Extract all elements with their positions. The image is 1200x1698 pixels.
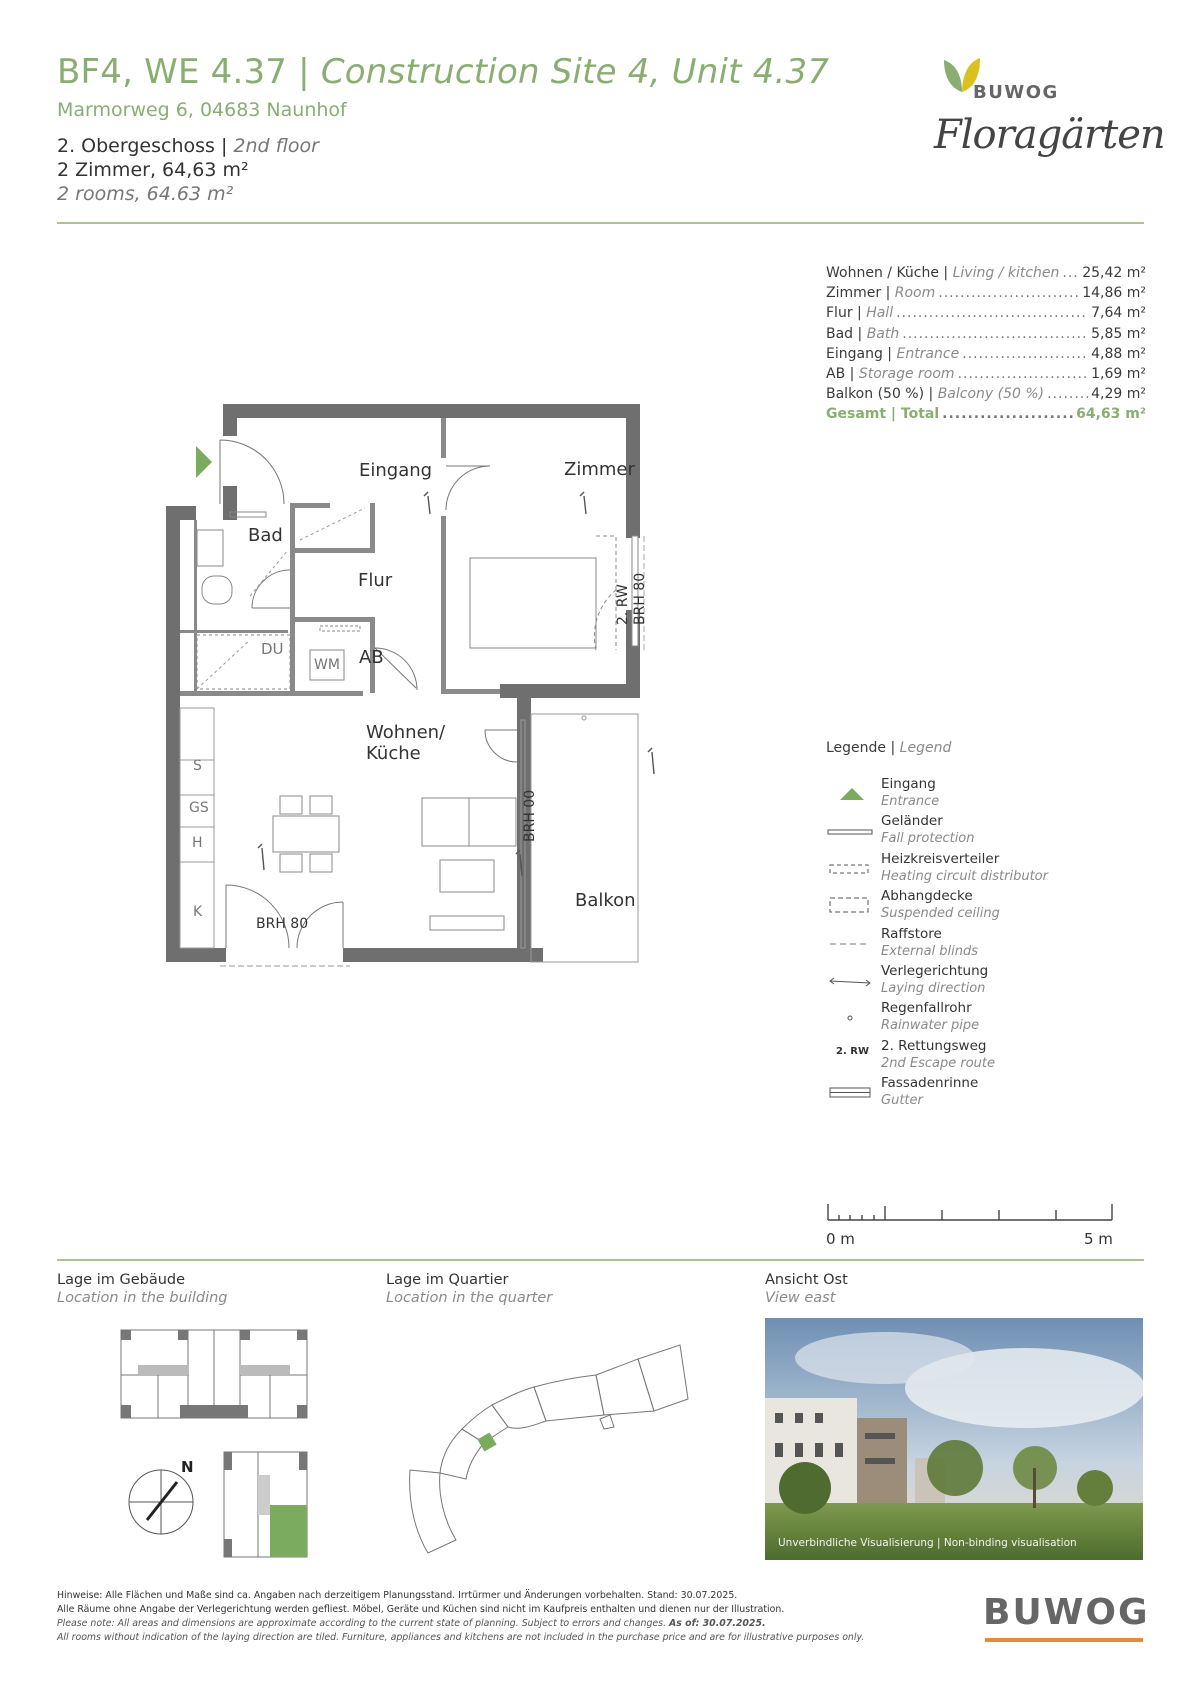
scale-start: 0 m: [826, 1230, 855, 1248]
legend-item: [826, 851, 1086, 888]
note-line3: Please note: All areas and dimensions are approximate according to the current state of planning. Subject to errors and changes.: [57, 1618, 667, 1629]
legend-label-de: Raffstore: [881, 925, 942, 942]
room-label-wohnen-line2: Küche: [366, 743, 421, 764]
dashed-line-icon: [826, 930, 876, 956]
legend-label-de: Geländer: [881, 813, 943, 830]
legend-item: [826, 963, 1086, 1000]
area-value: 7,64 m²: [1091, 305, 1146, 322]
area-label: Balkon (50 %) | Balcony (50 %): [826, 386, 1045, 403]
label-brh80-living: BRH 80: [256, 916, 309, 932]
label-du: DU: [261, 640, 284, 658]
room-label-zimmer: Zimmer: [564, 459, 635, 480]
caption-building-en: Location in the building: [57, 1290, 228, 1306]
label-rw-line1: 2. RW: [615, 584, 631, 625]
floor-separator: |: [214, 135, 234, 157]
quarter-location-map: [400, 1315, 700, 1570]
gutter-bar-icon: [826, 1079, 876, 1105]
page-title: [57, 52, 829, 92]
title-en: Construction Site 4, Unit 4.37: [320, 52, 830, 92]
legend-label-en: Entrance: [881, 794, 940, 809]
area-row: [826, 344, 1146, 364]
legend-title-en: Legend: [899, 740, 952, 756]
scale-end: 5 m: [1084, 1230, 1113, 1248]
caption-view-de: Ansicht Ost: [765, 1272, 848, 1288]
caption-view-en: View east: [765, 1290, 836, 1306]
caption-quarter-en: Location in the quarter: [386, 1290, 553, 1306]
area-dots: [896, 303, 1088, 323]
room-label-eingang: Eingang: [359, 460, 433, 481]
area-label: Wohnen / Küche | Living / kitchen: [826, 265, 1060, 281]
legend-title-de: Legende: [826, 740, 887, 756]
area-total-label: Gesamt | Total: [826, 406, 940, 423]
room-label-balkon: Balkon: [575, 890, 636, 911]
legend-label-de: Regenfallrohr: [881, 1000, 972, 1017]
footnotes: [57, 1589, 957, 1645]
legend-label-de: Heizkreisverteiler: [881, 850, 1000, 867]
legend-label-en: Rainwater pipe: [881, 1018, 980, 1034]
area-dots: [902, 324, 1088, 344]
dashed-outline-icon: [826, 892, 876, 918]
note-line1: Hinweise: Alle Flächen und Maße sind ca. Angaben nach derzeitigem Planungsstand. Irrtürmer und Änderungen vorbehalten. Stand: 30.07.2025.: [57, 1590, 738, 1601]
legend-label-en: External blinds: [881, 943, 979, 959]
view-east-visualisation: [765, 1318, 1143, 1560]
area-label: Bad | Bath: [826, 325, 900, 342]
area-value: 5,85 m²: [1091, 325, 1146, 342]
label-wm: WM: [314, 657, 340, 673]
area-total-value: 64,63 m²: [1076, 406, 1146, 423]
legend-label-en: Suspended ceiling: [881, 906, 1000, 922]
label-gs: GS: [189, 800, 209, 816]
room-label-bad: Bad: [248, 525, 283, 546]
label-s: S: [193, 758, 202, 774]
note-line2: Alle Räume ohne Angabe der Verlegerichtung werden gefliest. Möbel, Geräte und Küchen sind nicht im Kaufpreis enthalten und dienen nur der Illustration.: [57, 1604, 785, 1615]
legend-item: [826, 888, 1086, 925]
area-value: 25,42 m²: [1082, 265, 1146, 281]
dashed-box-icon: [826, 855, 876, 881]
legend-rw-symbol: 2. RW: [836, 1045, 869, 1057]
title-separator: |: [287, 52, 321, 92]
legend-label-de: Eingang: [881, 776, 936, 792]
legend-label-de: Verlegerichtung: [881, 963, 989, 979]
header-divider: [57, 222, 1144, 224]
area-row: [826, 324, 1146, 344]
area-value: 14,86 m²: [1082, 285, 1146, 302]
area-row: [826, 303, 1146, 323]
legend-label-en: Gutter: [881, 1093, 923, 1109]
area-dots: [1047, 384, 1088, 404]
rooms-de: 2 Zimmer, 64,63 m²: [57, 159, 249, 181]
label-k: K: [193, 904, 203, 920]
area-table: [826, 263, 1146, 425]
bottom-divider: [57, 1259, 1144, 1261]
area-value: 4,88 m²: [1091, 345, 1146, 362]
area-dots: [958, 364, 1089, 384]
logo-brand: BUWOG: [973, 82, 1059, 103]
legend-label-en: Fall protection: [881, 831, 975, 847]
floor-en: 2nd floor: [233, 135, 319, 157]
north-label: N: [181, 1458, 194, 1476]
note-line4: All rooms without indication of the laying direction are tiled. Furniture, appliances and kitchens are not included in the purchase price and are for illustrative purposes only.: [57, 1632, 865, 1643]
label-h: H: [192, 835, 203, 851]
legend-label-de: Fassadenrinne: [881, 1075, 979, 1092]
address: Marmorweg 6, 04683 Naunhof: [57, 99, 347, 121]
floor-info: [57, 134, 319, 206]
label-rw-line2: BRH 80: [632, 572, 648, 625]
label-brh00: BRH 00: [522, 789, 538, 842]
legend-item: [826, 1075, 1086, 1112]
area-row: [826, 263, 1146, 283]
area-dots: [942, 404, 1073, 424]
area-label: Eingang | Entrance: [826, 345, 960, 362]
title-de: BF4, WE 4.37: [57, 52, 288, 92]
label-rw: [615, 573, 649, 625]
scale-bar: [826, 1200, 1116, 1230]
double-arrow-icon: [826, 967, 876, 993]
project-logo: [934, 54, 1165, 184]
room-label-ab: AB: [359, 647, 384, 668]
caption-building: [57, 1271, 228, 1307]
area-value: 1,69 m²: [1091, 366, 1146, 383]
caption-quarter-de: Lage im Quartier: [386, 1272, 509, 1288]
area-dots: [1062, 263, 1079, 283]
legend-label-en: Laying direction: [881, 981, 986, 996]
legend-label-en: Heating circuit distributor: [881, 868, 1048, 884]
footer-logo-bar: [985, 1638, 1143, 1642]
room-label-wohnen: [366, 722, 445, 764]
view-caption: Unverbindliche Visualisierung | Non-binding visualisation: [778, 1537, 1077, 1549]
legend-label-en: 2nd Escape route: [881, 1055, 996, 1071]
area-total-row: [826, 404, 1146, 424]
entrance-triangle-icon: [826, 780, 876, 806]
small-circle-icon: [826, 1004, 876, 1030]
area-row: [826, 283, 1146, 303]
floor-de: 2. Obergeschoss: [57, 135, 215, 157]
area-row: [826, 364, 1146, 384]
area-dots: [938, 283, 1079, 303]
caption-quarter: [386, 1271, 552, 1307]
footer-logo: BUWOG: [983, 1592, 1150, 1633]
legend-item: [826, 1038, 1086, 1075]
legend-item: [826, 1000, 1086, 1037]
legend-item: [826, 776, 1086, 813]
caption-building-de: Lage im Gebäude: [57, 1272, 186, 1288]
area-label: Zimmer | Room: [826, 285, 936, 302]
caption-view: [765, 1271, 848, 1307]
rooms-en: 2 rooms, 64.63 m²: [57, 183, 234, 205]
legend-label-de: 2. Rettungsweg: [881, 1037, 987, 1054]
note-line3-date: As of: 30.07.2025.: [669, 1618, 766, 1629]
area-value: 4,29 m²: [1091, 386, 1146, 403]
area-label: Flur | Hall: [826, 305, 894, 322]
area-row: [826, 384, 1146, 404]
legend-item: [826, 813, 1086, 850]
room-label-flur: Flur: [358, 570, 393, 591]
railing-line-icon: [826, 817, 876, 843]
area-dots: [962, 344, 1088, 364]
legend-item: [826, 926, 1086, 963]
legend-title: Legende | Legend: [826, 740, 952, 756]
legend-label-de: Abhangdecke: [881, 888, 973, 905]
logo-project: Floragärten: [934, 112, 1165, 158]
area-label: AB | Storage room: [826, 366, 955, 383]
room-label-wohnen-line1: Wohnen/: [366, 722, 446, 743]
